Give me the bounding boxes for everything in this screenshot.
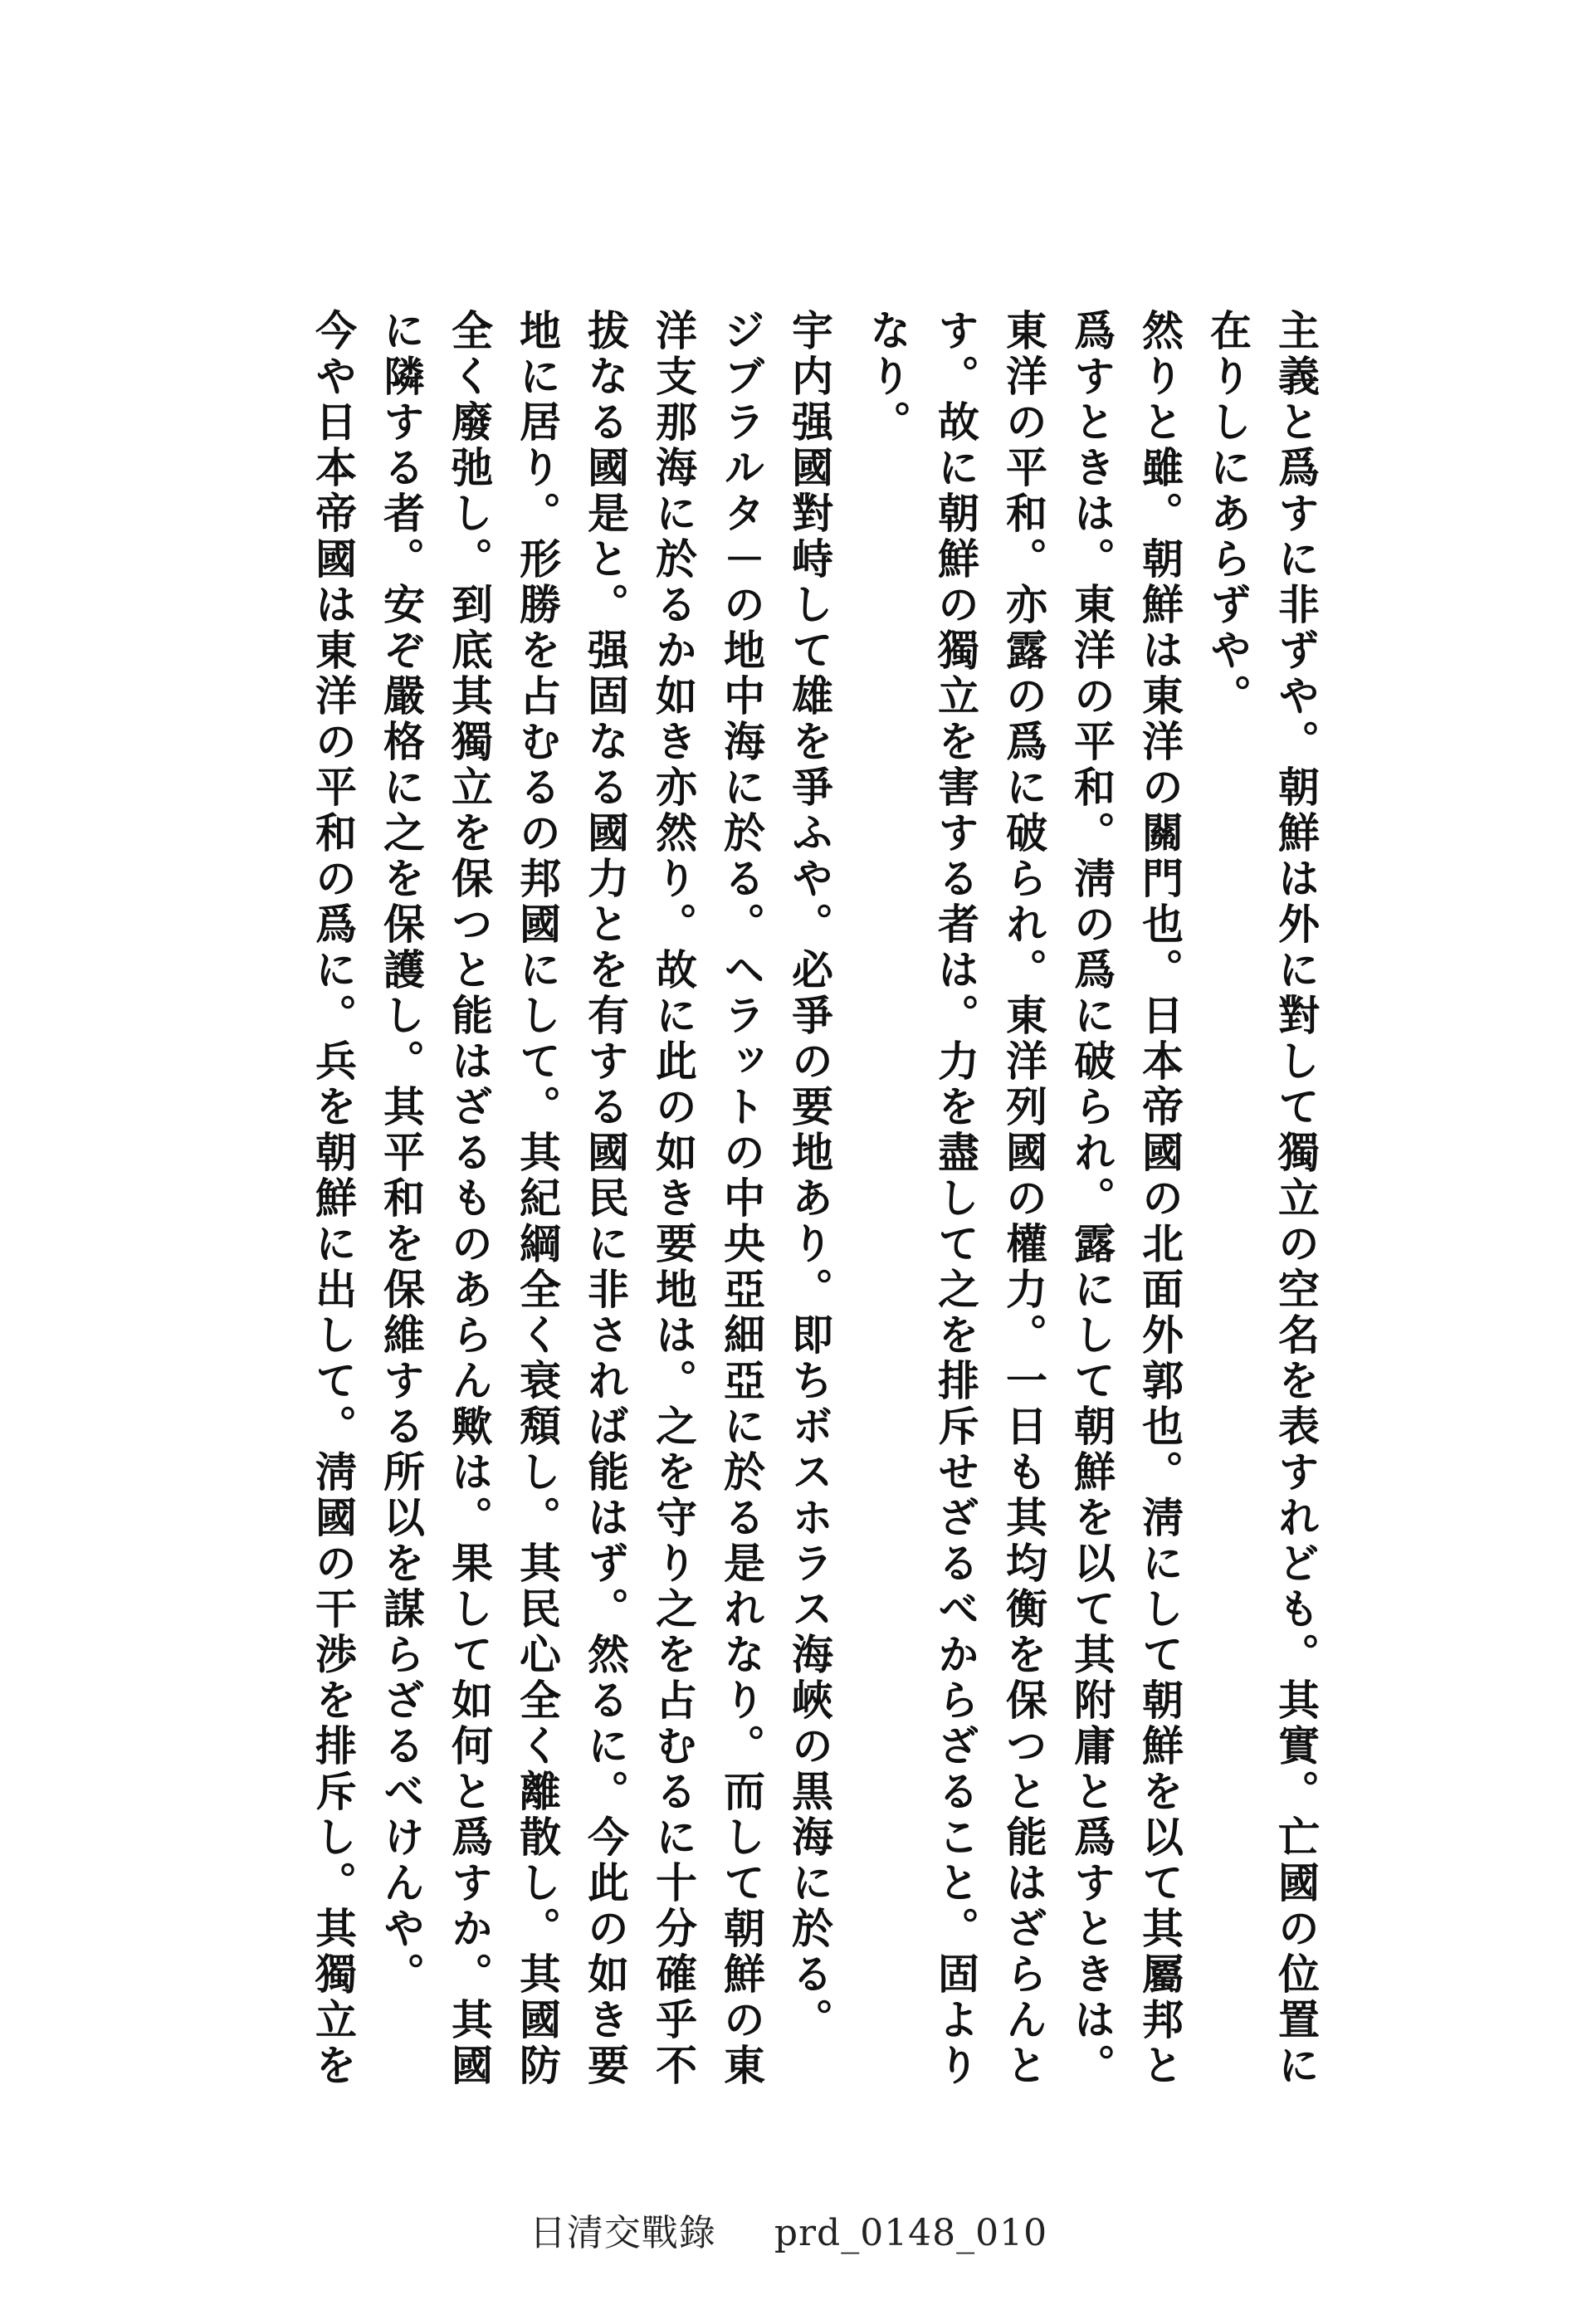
text-column-6: す。故に朝鮮の獨立を害する者は。力を盡して之を排斥せざるべからざること。固より <box>931 309 980 2089</box>
footer-title: 日清交戰錄 <box>529 2212 716 2254</box>
text-column-1: 主義と爲すに非ずや。朝鮮は外に對して獨立の空名を表すれども。其實。亡國の位置に <box>1272 309 1321 2089</box>
text-column-5: 東洋の平和。亦露の爲に破られ。東洋列國の權力。一日も其均衡を保つと能はざらんと <box>999 309 1048 2089</box>
text-column-8: 宇内强國對峙して雄を爭ふや。必爭の要地あり。即ちボスホラス海峽の黒海に於る。 <box>785 309 834 2043</box>
text-column-12: 地に居り。形勝を占むるの邦國にして。其紀綱全く衰頽し。其民心全く離散し。其國防 <box>513 309 562 2089</box>
text-column-10: 洋支那海に於るか如き亦然り。故に此の如き要地は。之を守り之を占むるに十分確乎不 <box>649 309 698 2089</box>
text-column-9: ジブラルタ－の地中海に於る。ヘラットの中央亞細亞に於る是れなり。而して朝鮮の東 <box>717 309 766 2089</box>
paragraph-gap <box>845 309 852 2068</box>
vertical-text-block <box>282 309 1328 2089</box>
text-column-15: 今や日本帝國は東洋の平和の爲に。兵を朝鮮に出して。淸國の干渉を排斥し。其獨立を <box>309 309 358 2089</box>
footer-code: prd_0148_010 <box>774 2212 1048 2254</box>
text-column-13: 全く廢弛し。到底其獨立を保つと能はざるものあらん歟は。果して如何と爲すか。其國 <box>445 309 494 2089</box>
text-column-7: なり。 <box>863 309 912 446</box>
text-column-2: 在りしにあらずや。 <box>1204 309 1252 720</box>
text-column-3: 然りと雖。朝鮮は東洋の關門也。日本帝國の北面外郭也。淸にして朝鮮を以て其屬邦と <box>1135 309 1184 2089</box>
page-footer <box>0 2203 1577 2256</box>
text-column-14: に隣する者。安ぞ嚴格に之を保護し。其平和を保維する所以を謀らざるべけんや。 <box>377 309 426 1998</box>
text-column-11: 拔なる國是と。强固なる國力とを有する國民に非されば能はず。然るに。今此の如き要 <box>581 309 630 2089</box>
text-column-4: 爲すときは。東洋の平和。淸の爲に破られ。露にして朝鮮を以て其附庸と爲すときは。 <box>1067 309 1116 2089</box>
